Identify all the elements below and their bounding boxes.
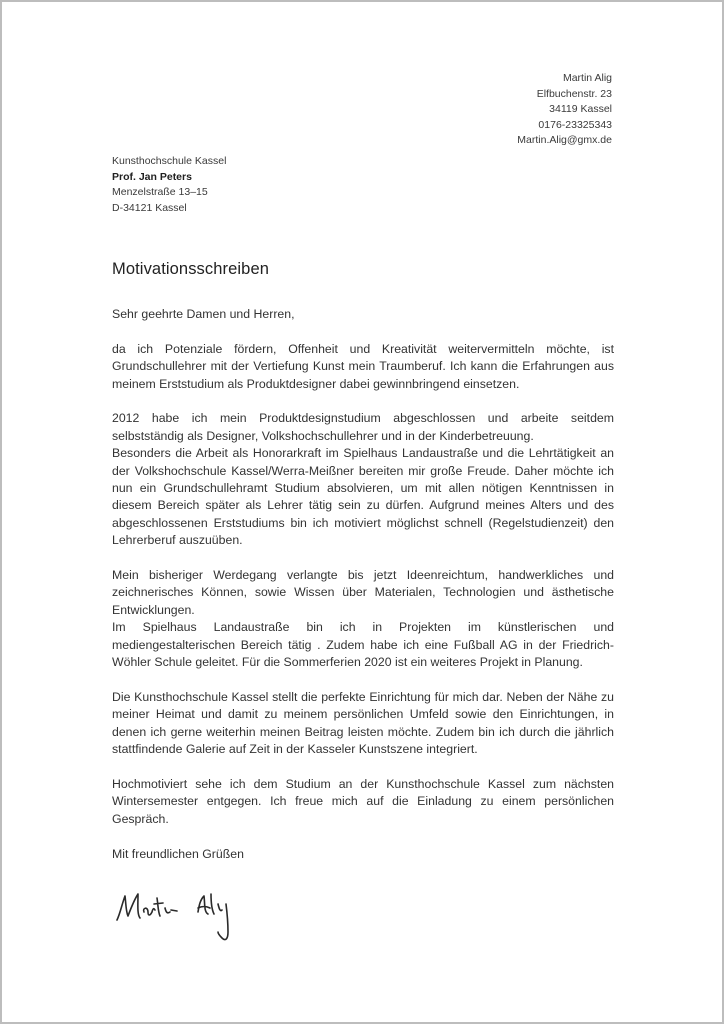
letter-body (112, 306, 614, 880)
paragraph-text: Im Spielhaus Landaustraße bin ich in Projekten im künstlerischen und mediengestalterischen Bereich tätig . Zudem habe ich eine Fußball AG in der Friedrich-Wöhler Schule geleitet. Für die Sommerferien 2020 ist ein weiteres Projekt in Planung. (112, 620, 614, 670)
signature-stroke (198, 896, 210, 914)
paragraph-4 (112, 689, 614, 759)
recipient-contact: Prof. Jan Peters (112, 170, 192, 183)
closing: Mit freundlichen Grüßen (112, 846, 244, 861)
recipient-city: D-34121 Kassel (112, 201, 187, 214)
sender-phone: 0176-23325343 (538, 118, 612, 131)
paragraph-text: Die Kunsthochschule Kassel stellt die perfekte Einrichtung für mich dar. Neben der Nähe zu meiner Heimat und damit zu meinem persönlichen Umfeld sowie den Einrichtungen, in denen ich gerne weiterhin meinen Beitrag leisten möchte. Zudem bin ich durch die jährlich stattfindende Galerie auf Zeit in der Kasseler Kunstszene integriert. (112, 689, 614, 757)
salutation: Sehr geehrte Damen und Herren, (112, 307, 295, 321)
recipient-street: Menzelstraße 13–15 (112, 186, 208, 198)
paragraph-3 (112, 567, 614, 671)
paragraph-5 (112, 776, 614, 828)
signature-icon (114, 886, 284, 956)
signature-stroke (171, 910, 177, 911)
paragraph-2 (112, 410, 614, 549)
paragraph-1 (112, 341, 614, 393)
sender-address-block (517, 71, 612, 149)
sender-email: Martin.Alig@gmx.de (517, 134, 612, 146)
sender-city: 34119 Kassel (549, 103, 612, 115)
paragraph-text: Besonders die Arbeit als Honorarkraft im Spielhaus Landaustraße und die Lehrtätigkeit an der Volkshochschule Kassel/Werra-Meißner bereiten mir große Freude. Daher möchte ich nun ein Grundschullehramt Studium absolvieren, um mit allen nötigen Kenntnissen in diesem Bereich später als Lehrer tätig sein zu dürfen. Aufgrund meines Alters und des abgeschlossenen Erststudiums bin ich motiviert möglichst schnell (Regelstudienzeit) den Lehrerberuf auszuüben. (112, 446, 614, 548)
signature-stroke (165, 908, 170, 913)
paragraph-text: Mein bisheriger Werdegang verlangte bis jetzt Ideenreichtum, handwerkliches und zeichnerisches Können, sowie Wissen über Materialen, Technologien und ästhetische Entwicklungen. (112, 568, 614, 617)
paragraph-text: Hochmotiviert sehe ich dem Studium an der Kunsthochschule Kassel zum nächsten Wintersemester entgegen. Ich freue mich auf die Einladung zu einem persönlichen Gespräch. (112, 776, 614, 826)
letter-subject: Motivationsschreiben (112, 260, 269, 278)
recipient-institution: Kunsthochschule Kassel (112, 155, 227, 167)
paragraph-text: 2012 habe ich mein Produktdesignstudium abgeschlossen und arbeite seitdem selbstständig als Designer, Volkshochschullehrer und in der Kinderbetreuung. (112, 411, 614, 443)
signature-stroke (154, 898, 163, 916)
signature-stroke (144, 908, 155, 915)
signature-stroke (211, 894, 214, 914)
sender-name: Martin Alig (562, 72, 612, 84)
recipient-address-block (112, 154, 226, 216)
signature-stroke (117, 894, 140, 920)
paragraph-text: da ich Potenziale fördern, Offenheit und Kreativität weitervermitteln möchte, ist Grundschullehrer mit der Vertiefung Kunst mein Traumberuf. Ich kann die Erfahrungen aus meinem Erststudium als Produktdesigner dabei gewinnbringend einsetzen. (112, 341, 614, 391)
sender-street: Elfbuchenstr. 23 (536, 87, 612, 100)
signature-stroke (218, 904, 222, 911)
